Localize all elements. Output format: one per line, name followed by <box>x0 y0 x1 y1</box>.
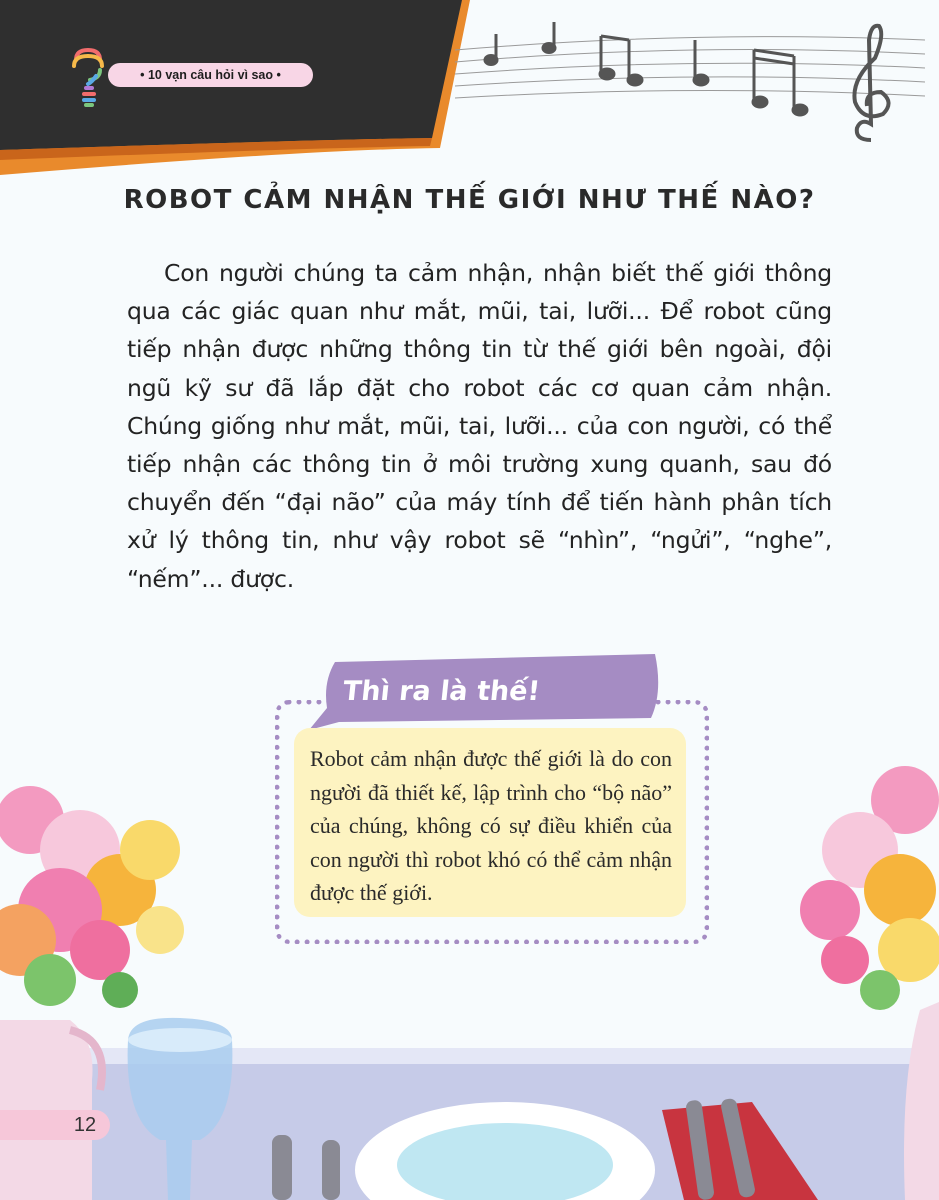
page-number: 12 <box>60 1110 110 1140</box>
series-label: • 10 vạn câu hỏi vì sao • <box>108 63 313 87</box>
callout-title: Thì ra là thế! <box>341 676 542 707</box>
body-paragraph: Con người chúng ta cảm nhận, nhận biết thế giới thông qua các giác quan như mắt, mũi, tai, lưỡi... Để robot cũng tiếp nhận được những thông tin từ thế giới bên ngoài, đội ngũ kỹ sư đã lắp đặt cho robot các cơ quan cảm nhận. Chúng giống như mắt, mũi, tai, lưỡi... của con người, có thể tiếp nhận các thông tin ở môi trường xung quanh, sau đó chuyển đến “đại não” của máy tính để tiến hành phân tích xử lý thông tin, như vậy robot sẽ “nhìn”, “ngửi”, “nghe”, “nếm”... được. <box>127 259 832 593</box>
page-number-tab <box>0 1110 64 1140</box>
page-title: ROBOT CẢM NHẬN THẾ GIỚI NHƯ THẾ NÀO? <box>123 185 816 215</box>
music-notes-decoration <box>455 10 939 170</box>
question-mark-icon <box>70 48 106 108</box>
callout-text: Robot cảm nhận được thế giới là do con người đã thiết kế, lập trình cho “bộ não” của chúng, không có sự điều khiển của con người thì robot khó có thể cảm nhận được thế giới. <box>294 728 686 917</box>
